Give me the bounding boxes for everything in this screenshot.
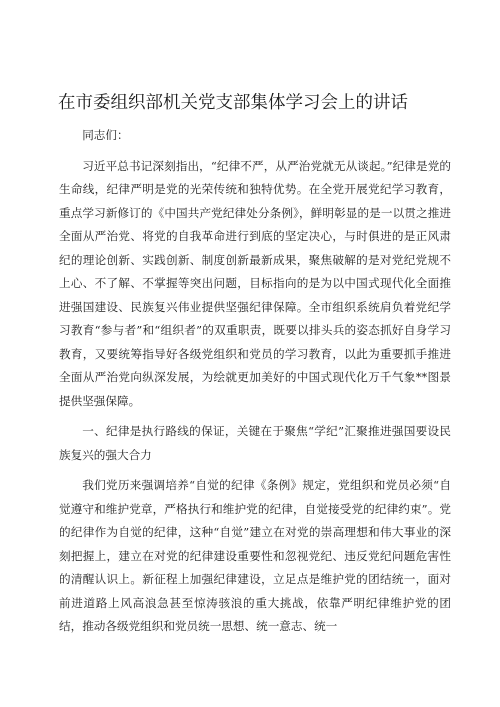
body-paragraph: 我们党历来强调培养“自觉的纪律《条例》规定，党组织和党员必须“自觉遵守和维护党章，严格执行和维护党的纪律，自觉接受党的纪律约束”。党的纪律作为自觉的纪律，这种“自觉”建立在对党的崇高理想和伟大事业的深刻把握上，建立在对党的纪律建设重要性和忽视党纪、违反党纪问题危害性的清醒认识上。新征程上加强纪律建设，立足点是维护党的团结统一，面对前进道路上风高浪急甚至惊涛骇浪的重大挑战，依靠严明纪律维护党的团结，推动各级党组织和党员统一思想、统一意志、统一 xyxy=(59,478,451,633)
section-heading: 一、纪律是执行路线的保证，关键在于聚焦“学纪”汇聚推进强国要设民族复兴的强大合力 xyxy=(59,424,451,462)
salutation: 同志们： xyxy=(82,128,129,142)
page-title: 在市委组织部机关党支部集体学习会上的讲话 xyxy=(58,93,408,113)
body-paragraph: 习近平总书记深刻指出，“纪律不严，从严治党就无从谈起。”纪律是党的生命线，纪律严明是党的光荣传统和独特优势。在全党开展党纪学习教育，重点学习新修订的《中国共产党纪律处分条例》，鲜明彰显的是一以贯之推进全面从严治党、将党的自我革命进行到底的坚定决心，与时俱进的是正风肃纪的理论创新、实践创新、制度创新最新成果，聚焦破解的是对党纪党规不上心、不了解、不掌握等突出问题，目标指向的是为以中国式现代化全面推进强国建设、民族复兴伟业提供坚强纪律保障。全市组织系统肩负着党纪学习教育“参与者”和“组织者”的双重职责，既要以排头兵的姿态抓好自身学习教育，又要统筹指导好各级党组织和党员的学习教育，以此为重要抓手推进全面从严治党向纵深发展，为绘就更加美好的中国式现代化万千气象**图景提供坚强保障。 xyxy=(59,158,451,408)
document-body xyxy=(59,124,451,639)
